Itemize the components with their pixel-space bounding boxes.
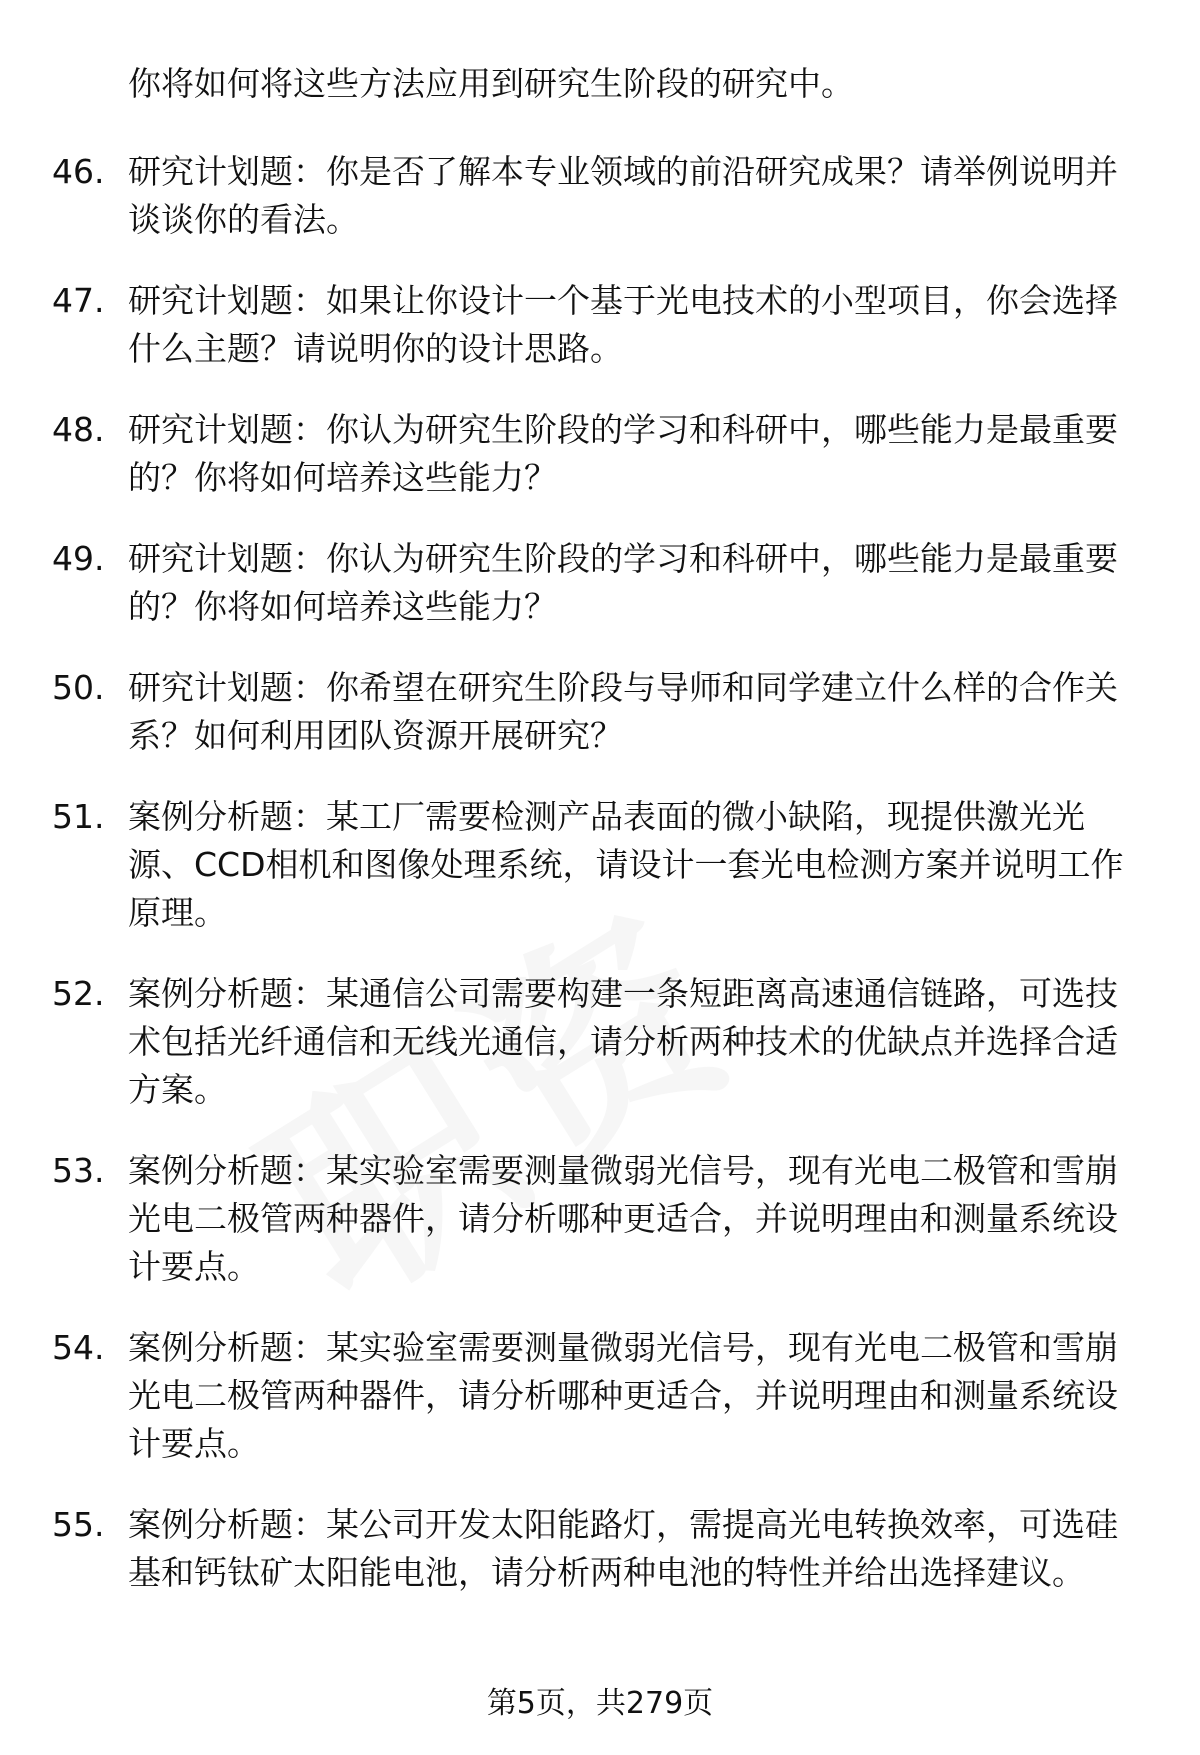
question-number: 50. — [52, 668, 105, 707]
question-item — [0, 1501, 1138, 1597]
page-footer: 第5页，共279页 — [486, 1686, 714, 1721]
question-item — [0, 793, 1138, 937]
question-number: 53. — [52, 1151, 105, 1190]
question-number: 54. — [52, 1328, 105, 1367]
question-number: 47. — [52, 281, 105, 320]
question-item — [0, 1147, 1138, 1291]
question-text: 案例分析题：某通信公司需要构建一条短距离高速通信链路，可选技术包括光纤通信和无线光通信，请分析两种技术的优缺点并选择合适方案。 — [128, 974, 1118, 1109]
question-number: 46. — [52, 152, 105, 191]
question-text: 研究计划题：你是否了解本专业领域的前沿研究成果？请举例说明并谈谈你的看法。 — [128, 152, 1118, 239]
question-item — [0, 535, 1138, 631]
question-text: 研究计划题：你认为研究生阶段的学习和科研中，哪些能力是最重要的？你将如何培养这些能力？ — [128, 539, 1118, 626]
question-text: 案例分析题：某公司开发太阳能路灯，需提高光电转换效率，可选硅基和钙钛矿太阳能电池，请分析两种电池的特性并给出选择建议。 — [128, 1505, 1118, 1592]
question-text: 研究计划题：如果让你设计一个基于光电技术的小型项目，你会选择什么主题？请说明你的设计思路。 — [128, 281, 1118, 368]
question-text: 案例分析题：某实验室需要测量微弱光信号，现有光电二极管和雪崩光电二极管两种器件，请分析哪种更适合，并说明理由和测量系统设计要点。 — [128, 1328, 1118, 1463]
question-number: 49. — [52, 539, 105, 578]
question-number: 52. — [52, 974, 105, 1013]
question-text: 研究计划题：你希望在研究生阶段与导师和同学建立什么样的合作关系？如何利用团队资源开展研究？ — [128, 668, 1118, 755]
question-number: 55. — [52, 1505, 105, 1544]
question-item — [0, 970, 1138, 1114]
question-number: 48. — [52, 410, 105, 449]
question-item — [0, 1324, 1138, 1468]
question-list — [0, 148, 1200, 1630]
question-item — [0, 148, 1138, 244]
question-item — [0, 664, 1138, 760]
question-number: 51. — [52, 797, 105, 836]
question-text: 案例分析题：某实验室需要测量微弱光信号，现有光电二极管和雪崩光电二极管两种器件，请分析哪种更适合，并说明理由和测量系统设计要点。 — [128, 1151, 1118, 1286]
question-text: 研究计划题：你认为研究生阶段的学习和科研中，哪些能力是最重要的？你将如何培养这些能力？ — [128, 410, 1118, 497]
question-text: 案例分析题：某工厂需要检测产品表面的微小缺陷，现提供激光光源、CCD相机和图像处理系统，请设计一套光电检测方案并说明工作原理。 — [128, 797, 1124, 932]
question-item — [0, 406, 1138, 502]
continued-question-text: 你将如何将这些方法应用到研究生阶段的研究中。 — [128, 64, 854, 103]
question-item — [0, 277, 1138, 373]
